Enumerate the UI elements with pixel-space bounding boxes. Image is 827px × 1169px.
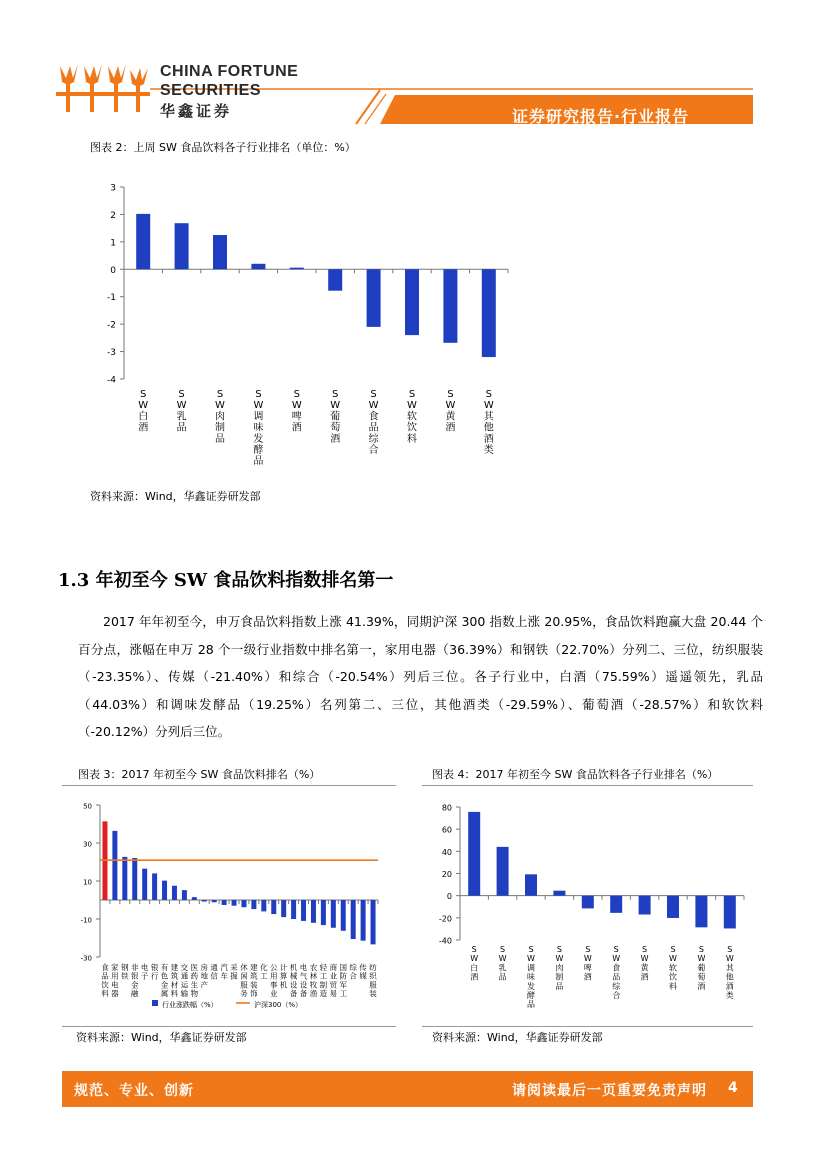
category-label: 产 [200, 980, 208, 990]
category-label: 类 [725, 991, 734, 1000]
y-tick-label: 60 [441, 825, 452, 835]
category-label: 酒 [583, 972, 592, 982]
category-label: 综 [368, 433, 379, 445]
bar [281, 900, 286, 917]
bar [241, 900, 246, 907]
bar [331, 900, 336, 928]
y-tick-label: -1 [107, 293, 116, 304]
category-label: 牧 [309, 980, 318, 990]
legend-label-bars: 行业涨跌幅（%） [162, 1001, 218, 1009]
category-label: 建 [250, 963, 258, 972]
category-label: 综 [612, 981, 621, 991]
figure3-chart [66, 795, 396, 1020]
category-label: 乳 [498, 963, 507, 973]
category-label: 乳 [176, 411, 187, 423]
category-label: 肉 [215, 411, 225, 423]
figure4-caption: 图表 4：2017 年初至今 SW 食品饮料各子行业排名（%） [432, 768, 719, 781]
bar [290, 268, 304, 270]
page-number: 4 [728, 1080, 738, 1096]
bar [202, 900, 207, 902]
category-label: 休 [240, 963, 248, 972]
category-label: 材 [170, 980, 179, 990]
category-label: 综 [349, 963, 357, 972]
bar [610, 896, 622, 913]
category-label: 肉 [555, 963, 564, 973]
category-label: 贸 [329, 980, 338, 990]
category-label: 交 [180, 963, 189, 972]
category-label: 商 [329, 963, 338, 972]
category-label: 品 [555, 981, 564, 991]
category-label: 地 [200, 971, 208, 981]
category-label: 银 [150, 963, 159, 972]
category-label: 属 [160, 989, 169, 999]
category-label: 食 [368, 411, 379, 423]
category-label: 渔 [309, 989, 318, 999]
category-label: 他 [483, 422, 494, 434]
bar [361, 900, 366, 941]
category-label: 子 [140, 971, 149, 981]
footer-slogan: 规范、专业、创新 [74, 1083, 194, 1099]
category-label: 酵 [527, 991, 535, 1000]
y-tick-label: 50 [83, 802, 92, 811]
category-label: S [293, 389, 300, 400]
bar [132, 858, 137, 900]
bar [321, 900, 326, 925]
bar [525, 874, 537, 895]
category-label: 备 [299, 989, 308, 999]
category-label: 软 [407, 411, 417, 423]
category-label: 金 [131, 980, 139, 990]
company-logo-icon [56, 56, 150, 116]
category-label: 军 [339, 980, 347, 990]
bar [112, 831, 117, 900]
category-label: 机 [279, 980, 288, 990]
category-label: 生 [190, 980, 199, 990]
bar [291, 900, 296, 919]
category-label: 家 [111, 963, 119, 972]
category-label: 色 [160, 971, 169, 981]
category-label: 酒 [138, 422, 149, 434]
category-label: W [176, 400, 187, 412]
bar [695, 896, 707, 928]
category-label: 黄 [640, 963, 649, 973]
category-label: 机 [289, 963, 298, 972]
category-label: 酒 [291, 422, 302, 434]
y-tick-label: -3 [107, 348, 116, 359]
bar [482, 269, 496, 357]
category-label: S [332, 389, 339, 400]
category-label: 输 [180, 989, 189, 999]
bar [371, 900, 376, 944]
category-label: 闲 [240, 971, 248, 981]
category-label: 软 [669, 963, 677, 973]
category-label: S [178, 389, 185, 400]
category-label: W [640, 954, 649, 964]
category-label: 白 [470, 963, 479, 973]
legend-label-line: 沪深300（%） [254, 1001, 303, 1009]
bar [271, 900, 276, 914]
category-label: 制 [215, 422, 225, 434]
bar [639, 896, 651, 915]
category-label: 纺 [369, 963, 377, 972]
category-label: 行 [150, 971, 159, 981]
category-label: 料 [101, 989, 109, 999]
category-label: 设 [299, 980, 308, 990]
category-label: 防 [339, 971, 347, 981]
category-label: 白 [138, 411, 149, 423]
category-label: 公 [270, 963, 278, 972]
bar [212, 900, 217, 902]
category-label: S [447, 389, 454, 400]
y-tick-label: -20 [438, 914, 452, 924]
category-label: 信 [210, 971, 218, 981]
bar [162, 881, 167, 900]
y-tick-label: 10 [83, 878, 92, 887]
category-label: 银 [131, 971, 139, 981]
category-label: S [471, 945, 477, 954]
bar [222, 900, 227, 905]
category-label: 传 [359, 963, 367, 972]
brand-en-line2: SECURITIES [160, 82, 262, 99]
section-title: 1.3 年初至今 SW 食品饮料指数排名第一 [58, 570, 394, 591]
category-label: 电 [140, 963, 149, 972]
figure3-caption: 图表 3：2017 年初至今 SW 食品饮料排名（%） [78, 768, 321, 781]
category-label: 通 [210, 963, 218, 972]
y-tick-label: 0 [446, 892, 452, 902]
bar [172, 886, 177, 900]
category-label: 计 [279, 963, 288, 972]
brand-name-cn: 华鑫证券 [160, 102, 233, 120]
category-label: 工 [319, 971, 328, 981]
section-paragraph: 2017 年年初至今，申万食品饮料指数上涨 41.39%，同期沪深 300 指数上涨 20.95%，食品饮料跑赢大盘 20.44 个百分点，涨幅在申万 28 个一级行业指数中排名第一，家用电器（36.39%）和钢铁（22.70%）分列二、三位，纺织服装（-23.35%）、传媒（-21.40%）和综合（-20.54%）列后三位。各子行业中，白酒（75.59%）遥遥领先，乳品（44.03%）和调味发酵品（19.25%）名列第二、三位，其他酒类（-29.59%）、葡萄酒（-28.57%）和软饮料（-20.12%）分列后三位。 [78, 614, 763, 739]
category-label: W [253, 400, 264, 412]
category-label: 铁 [121, 971, 129, 981]
category-label: W [697, 954, 706, 964]
category-label: 啤 [583, 963, 592, 973]
category-label: S [613, 945, 619, 954]
bar [311, 900, 316, 923]
category-label: 酒 [445, 422, 456, 434]
category-label: 品 [176, 422, 187, 434]
category-label: 酒 [483, 433, 494, 445]
figure2-source: 资料来源：Wind，华鑫证券研发部 [90, 490, 261, 503]
category-label: 采 [230, 963, 238, 972]
category-label: 医 [190, 963, 199, 972]
category-label: 电 [299, 963, 308, 972]
category-label: 金 [160, 980, 169, 990]
category-label: S [408, 389, 416, 400]
brand-en-line1: CHINA FORTUNE [160, 63, 299, 80]
category-label: 服 [369, 980, 377, 990]
category-label: 合 [612, 991, 621, 1000]
bar [192, 897, 197, 900]
category-label: 料 [407, 433, 417, 445]
category-label: S [698, 945, 704, 954]
category-label: 他 [725, 972, 734, 982]
category-label: 农 [309, 963, 318, 972]
category-label: 料 [669, 981, 677, 991]
category-label: 品 [101, 971, 109, 981]
bar [232, 900, 237, 906]
category-label: S [216, 389, 224, 400]
y-tick-label: 0 [110, 265, 116, 276]
bar [341, 900, 346, 931]
figure2-caption: 图表 2：上周 SW 食品饮料各子行业排名（单位：%） [90, 141, 356, 154]
figure4-source: 资料来源：Wind，华鑫证券研发部 [432, 1031, 603, 1044]
category-label: 工 [339, 989, 347, 999]
category-label: 造 [319, 989, 328, 999]
category-label: 运 [180, 980, 189, 990]
category-label: 饰 [250, 989, 258, 999]
category-label: W [669, 954, 677, 964]
category-label: 筑 [170, 971, 179, 981]
category-label: 品 [527, 1000, 535, 1010]
footer-disclaimer-link[interactable]: 请阅读最后一页重要免责声明 [512, 1083, 707, 1099]
category-label: 品 [215, 433, 225, 445]
category-label: 品 [253, 456, 264, 468]
category-label: 工 [260, 971, 268, 981]
y-tick-label: 3 [110, 183, 116, 194]
category-label: 融 [131, 989, 139, 999]
bar [405, 269, 419, 335]
category-label: W [583, 954, 592, 964]
category-label: W [483, 400, 494, 412]
figure2-chart [80, 175, 520, 470]
category-label: 算 [279, 971, 288, 981]
category-label: 料 [170, 989, 179, 999]
category-label: 食 [101, 963, 109, 972]
y-tick-label: -40 [438, 936, 452, 946]
category-label: 食 [612, 963, 621, 973]
category-label: S [642, 945, 648, 954]
category-label: 装 [369, 989, 377, 999]
bar [142, 869, 147, 900]
category-label: 通 [180, 971, 189, 981]
y-tick-label: 20 [441, 870, 452, 879]
category-label: 气 [299, 971, 308, 981]
category-label: 其 [725, 963, 734, 973]
bar [553, 891, 565, 896]
category-label: W [368, 400, 379, 412]
category-label: 械 [289, 971, 298, 981]
bar [667, 896, 679, 918]
bar [443, 269, 457, 343]
category-label: S [485, 389, 492, 400]
bar [261, 900, 266, 911]
category-label: 轻 [319, 963, 328, 972]
category-label: 用 [111, 971, 119, 981]
figure4-chart [426, 797, 751, 1022]
category-label: 筑 [250, 971, 258, 981]
category-label: 业 [329, 971, 338, 981]
y-tick-label: 80 [441, 803, 452, 813]
category-label: 发 [527, 981, 535, 991]
category-label: 葡 [697, 963, 706, 973]
y-tick-label: -30 [80, 954, 92, 963]
category-label: 品 [498, 972, 507, 982]
bar [367, 269, 381, 327]
category-label: 设 [289, 980, 298, 990]
category-label: 类 [483, 445, 494, 456]
category-label: 合 [349, 971, 357, 981]
category-label: 葡 [330, 411, 341, 423]
bar [497, 847, 509, 896]
y-tick-label: -4 [107, 375, 116, 386]
y-tick-label: 2 [110, 210, 116, 221]
category-label: S [370, 389, 377, 400]
y-tick-label: -2 [107, 320, 116, 331]
category-label: W [215, 400, 225, 412]
category-label: 药 [190, 971, 199, 981]
category-label: 酒 [640, 972, 649, 982]
figure3-source: 资料来源：Wind，华鑫证券研发部 [76, 1031, 247, 1044]
category-label: W [555, 954, 564, 964]
category-label: 味 [527, 972, 535, 982]
category-label: 国 [339, 963, 347, 972]
category-label: 味 [253, 422, 264, 434]
category-label: W [612, 954, 621, 964]
category-label: 酒 [470, 972, 479, 982]
bar [152, 873, 157, 900]
bar [468, 812, 480, 896]
category-label: 品 [612, 972, 621, 982]
category-label: 汽 [220, 963, 228, 972]
category-label: S [140, 389, 147, 400]
category-label: 林 [309, 971, 318, 981]
category-label: 车 [220, 971, 228, 981]
category-label: 制 [555, 972, 564, 982]
bar [182, 890, 187, 900]
brand-name-en [160, 62, 298, 100]
bar [122, 857, 127, 900]
category-label: 备 [289, 989, 298, 999]
category-label: W [138, 400, 149, 412]
report-type-label: 证券研究报告·行业报告 [512, 107, 690, 126]
bar [724, 896, 736, 929]
category-label: 酒 [725, 981, 734, 991]
bar [328, 269, 342, 290]
y-tick-label: -10 [80, 916, 92, 925]
category-label: 品 [368, 422, 379, 434]
category-label: W [725, 954, 734, 964]
category-label: 发 [253, 433, 264, 445]
category-label: 制 [319, 980, 328, 990]
category-label: 掘 [230, 971, 238, 981]
bar [351, 900, 356, 939]
legend-swatch-bars [152, 1000, 158, 1006]
category-label: 饮 [101, 980, 109, 990]
category-label: 业 [270, 989, 278, 999]
category-label: 织 [369, 971, 377, 981]
category-label: 调 [527, 963, 535, 973]
category-label: 器 [111, 989, 119, 999]
category-label: S [500, 945, 506, 954]
bar [301, 900, 306, 921]
category-label: 房 [200, 963, 208, 972]
y-tick-label: 40 [441, 847, 452, 857]
category-label: 有 [160, 963, 169, 972]
category-label: 务 [240, 989, 248, 999]
category-label: 非 [131, 963, 139, 972]
category-label: S [670, 945, 676, 954]
category-label: 啤 [291, 411, 302, 423]
bar [213, 235, 227, 269]
category-label: 用 [270, 971, 278, 981]
category-label: 酒 [330, 433, 341, 445]
bar [136, 214, 150, 269]
category-label: 酵 [253, 445, 264, 456]
category-label: W [407, 400, 417, 412]
category-label: S [727, 945, 733, 954]
category-label: W [445, 400, 456, 412]
category-label: S [556, 945, 562, 954]
category-label: W [498, 954, 507, 964]
bar [251, 900, 256, 909]
category-label: 易 [329, 989, 338, 999]
category-label: 饮 [669, 972, 677, 982]
category-label: 装 [250, 980, 258, 990]
category-label: 其 [483, 411, 494, 423]
category-label: 萄 [697, 972, 706, 982]
bar [251, 264, 265, 269]
category-label: W [470, 954, 479, 964]
category-label: 调 [253, 411, 264, 423]
category-label: 酒 [697, 981, 706, 991]
category-label: 服 [240, 980, 248, 990]
category-label: 饮 [407, 422, 417, 434]
y-tick-label: 30 [83, 840, 92, 849]
bar [175, 223, 189, 269]
category-label: 黄 [445, 411, 456, 423]
category-label: 事 [270, 980, 278, 990]
category-label: 电 [111, 980, 119, 990]
category-label: S [255, 389, 262, 400]
category-label: 物 [190, 989, 199, 999]
category-label: 媒 [359, 971, 367, 981]
category-label: W [330, 400, 341, 412]
category-label: 萄 [330, 422, 341, 434]
category-label: 合 [368, 445, 379, 456]
bar [582, 896, 594, 909]
y-tick-label: 1 [110, 238, 116, 249]
category-label: S [585, 945, 591, 954]
category-label: S [528, 945, 534, 954]
category-label: W [527, 954, 535, 964]
category-label: W [291, 400, 302, 412]
category-label: 化 [260, 963, 268, 972]
category-label: 钢 [121, 963, 129, 972]
category-label: 建 [170, 963, 179, 972]
